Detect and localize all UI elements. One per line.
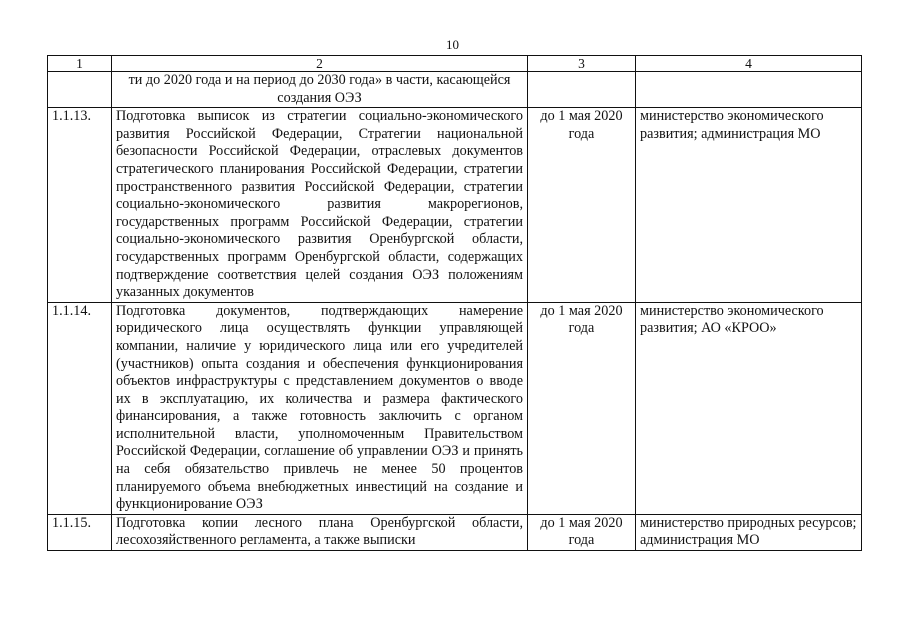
row-responsible: министерство природных ресурсов; администрация МО [636,514,862,550]
row-number: 1.1.13. [48,108,112,303]
table-row [48,514,862,550]
row-deadline: до 1 мая 2020 года [528,514,636,550]
row-deadline [528,72,636,108]
row-responsible: министерство экономического развития; АО «КРОО» [636,302,862,514]
measures-table [47,55,862,551]
row-description: ти до 2020 года и на период до 2030 года» в части, касающейся создания ОЭЗ [112,72,528,108]
row-deadline: до 1 мая 2020 года [528,302,636,514]
row-responsible: министерство экономического развития; администрация МО [636,108,862,303]
column-header: 1 [48,56,112,72]
row-number: 1.1.15. [48,514,112,550]
column-header: 4 [636,56,862,72]
row-description: Подготовка документов, подтверждающих намерение юридического лица осуществлять функции управляющей компании, наличие у юридического лица или его учредителей (участников) опыта создания и обеспечения функционирования объектов инфраструктуры с представлением документов о вводе их в эксплуатацию, их количества и размера фактического финансирования, а также готовность заключить с органом исполнительной власти, уполномоченным Правительством Российской Федерации, соглашение об управлении ОЭЗ и принять на себя обязательство привлечь не менее 50 процентов планируемого объема внебюджетных инвестиций на создание и функционирование ОЭЗ [112,302,528,514]
row-description: Подготовка выписок из стратегии социально-экономического развития Российской Федерации, Стратегии национальной безопасности Российской Федерации, отраслевых документов стратегического планирования Российской Федерации, стратегии пространственного развития Российской Федерации, стратегии социально-экономического развития макрорегионов, государственных программ Российской Федерации, стратегии социально-экономического развития Оренбургской области, государственных программ Оренбургской области, содержащих подтверждение соответствия целей создания ОЭЗ положениям указанных документов [112,108,528,303]
table-row [48,72,862,108]
row-deadline: до 1 мая 2020 года [528,108,636,303]
table-row [48,302,862,514]
column-header: 2 [112,56,528,72]
row-number: 1.1.14. [48,302,112,514]
column-header: 3 [528,56,636,72]
table-header-row [48,56,862,72]
table-row [48,108,862,303]
row-responsible [636,72,862,108]
page-number: 10 [446,37,459,52]
row-description: Подготовка копии лесного плана Оренбургской области, лесохозяйственного регламента, а также выписки [112,514,528,550]
row-number [48,72,112,108]
